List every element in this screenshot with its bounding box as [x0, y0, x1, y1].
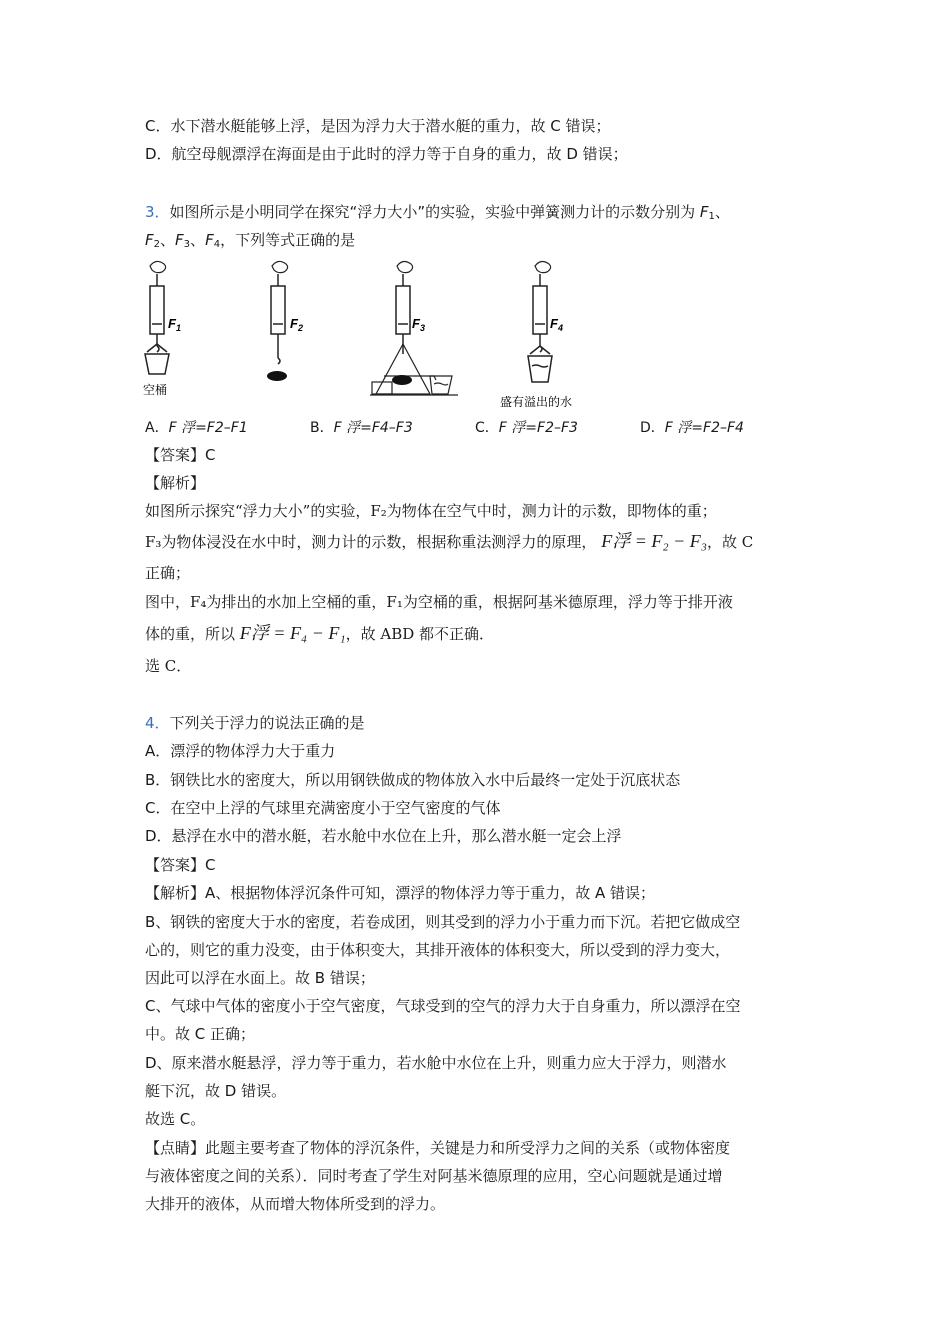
q4-option-a: A．漂浮的物体浮力大于重力 — [145, 742, 336, 760]
prev-option-c: C．水下潜水艇能够上浮，是因为浮力大于潜水艇的重力，故 C 错误； — [145, 117, 611, 135]
option-prefix: C． — [475, 420, 499, 436]
q3-analysis-line2 — [145, 531, 753, 552]
q4-comment-line3: 大排开的液体，从而增大物体所受到的浮力。 — [145, 1195, 446, 1213]
f-symbol: F — [205, 231, 214, 249]
q4-answer: 【答案】C — [145, 856, 216, 874]
q3-stem-text: 如图所示是小明同学在探究“浮力大小”的实验，实验中弹簧测力计的示数分别为 — [169, 203, 700, 221]
overflow-cup — [370, 344, 458, 395]
analysis-text: 体的重，所以 — [145, 625, 236, 643]
q4-analysis-line3: 心的，则它的重力没变，由于体积变大，其排开液体的体积变大，所以受到的浮力变大， — [145, 941, 731, 959]
q4-analysis-line5: C、气球中气体的密度小于空气密度，气球受到的空气的浮力大于自身重力，所以漂浮在空 — [145, 997, 741, 1015]
empty-bucket-caption: 空桶 — [143, 383, 168, 397]
q3-separator: 、 — [160, 231, 176, 249]
q4-option-c: C．在空中上浮的气球里充满密度小于空气密度的气体 — [145, 799, 501, 817]
f-sub: 3 — [183, 239, 191, 250]
q3-separator: 、 — [190, 231, 206, 249]
q3-option-d — [640, 418, 744, 438]
f-symbol: F — [699, 203, 709, 221]
stone-object — [392, 375, 412, 385]
f4-label: $F_4$ — [550, 316, 563, 333]
experiment-figure — [140, 258, 610, 410]
stone-object — [267, 371, 287, 381]
option-prefix: D． — [640, 420, 665, 436]
q3-stem-line2 — [145, 230, 355, 255]
f1-label: $F_1$ — [168, 316, 181, 333]
analysis-text: F₃为物体浸没在水中时，测力计的示数，根据称重法测浮力的原理， — [145, 533, 597, 551]
q3-analysis-line3: 正确； — [145, 564, 191, 582]
spring-scale-2 — [271, 274, 285, 364]
spring-scale-3 — [396, 274, 410, 354]
q3-analysis-line1: 如图所示探究“浮力大小”的实验，F₂为物体在空气中时，测力计的示数，即物体的重； — [145, 502, 717, 520]
f-symbol: F — [145, 231, 154, 249]
archimedes-formula: F浮 = F₄ − F₁ — [239, 623, 346, 643]
analysis-text: ，故 C — [707, 533, 754, 551]
q3-analysis-title: 【解析】 — [145, 474, 206, 492]
q3-separator: 、 — [714, 203, 730, 221]
q3-conclusion: 选 C． — [145, 657, 192, 675]
q3-option-c — [475, 418, 578, 438]
f-sub: 2 — [153, 239, 161, 250]
q4-option-b: B．钢铁比水的密度大，所以用钢铁做成的物体放入水中后最终一定处于沉底状态 — [145, 771, 681, 789]
option-expression: F 浮=F2–F3 — [498, 420, 578, 436]
f-sub: 4 — [213, 239, 221, 250]
q3-stem-line1 — [145, 202, 730, 227]
q3-number: 3． — [145, 203, 170, 221]
q3-analysis-line5 — [145, 623, 494, 644]
option-expression: F 浮=F2–F4 — [664, 420, 744, 436]
q3-option-b — [310, 418, 413, 438]
f-symbol: F — [175, 231, 184, 249]
q3-answer: 【答案】C — [145, 446, 216, 464]
q4-analysis-line6: 中。故 C 正确； — [145, 1025, 256, 1043]
q3-stem-text: ，下列等式正确的是 — [220, 231, 356, 249]
hand-icon — [150, 261, 551, 272]
q4-comment-line2: 与液体密度之间的关系）．同时考查了学生对阿基米德原理的应用，空心问题就是通过增 — [145, 1167, 723, 1185]
q4-analysis-line4: 因此可以浮在水面上。故 B 错误； — [145, 969, 375, 987]
option-prefix: A． — [145, 420, 169, 436]
spring-scale-4 — [528, 274, 552, 382]
q4-option-d: D．悬浮在水中的潜水艇，若水舱中水位在上升，那么潜水艇一定会上浮 — [145, 827, 622, 845]
q4-analysis-line7: D、原来潜水艇悬浮，浮力等于重力，若水舱中水位在上升，则重力应大于浮力，则潜水 — [145, 1054, 727, 1072]
option-prefix: B． — [310, 420, 334, 436]
option-expression: F 浮=F4–F3 — [333, 420, 413, 436]
prev-option-d: D．航空母舰漂浮在海面是由于此时的浮力等于自身的重力，故 D 错误； — [145, 145, 628, 163]
q3-analysis-line4: 图中，F₄为排出的水加上空桶的重，F₁为空桶的重，根据阿基米德原理，浮力等于排开液 — [145, 593, 733, 611]
spring-scale-1 — [145, 274, 169, 374]
option-expression: F 浮=F2–F1 — [168, 420, 248, 436]
q4-number: 4． — [145, 714, 170, 732]
f3-label: $F_3$ — [412, 316, 425, 333]
q3-option-a — [145, 418, 248, 438]
q4-analysis-line8: 艇下沉，故 D 错误。 — [145, 1082, 287, 1100]
analysis-text: ，故 ABD 都不正确． — [345, 625, 495, 643]
q4-comment-line1: 【点睛】此题主要考查了物体的浮沉条件，关键是力和所受浮力之间的关系（或物体密度 — [145, 1139, 731, 1157]
f-sub: 1 — [708, 211, 715, 222]
q4-conclusion: 故选 C。 — [145, 1110, 206, 1128]
q4-analysis-line2: B、钢铁的密度大于水的密度，若卷成团，则其受到的浮力小于重力而下沉。若把它做成空 — [145, 913, 741, 931]
f2-label: $F_2$ — [290, 316, 303, 333]
overflow-water-caption: 盛有溢出的水 — [500, 395, 573, 409]
q4-analysis-line1: 【解析】A、根据物体浮沉条件可知，漂浮的物体浮力等于重力，故 A 错误； — [145, 884, 656, 902]
q4-stem — [145, 713, 365, 733]
q4-stem-text: 下列关于浮力的说法正确的是 — [169, 714, 365, 732]
buoyancy-formula: F浮 = F₂ − F₃ — [601, 531, 708, 551]
